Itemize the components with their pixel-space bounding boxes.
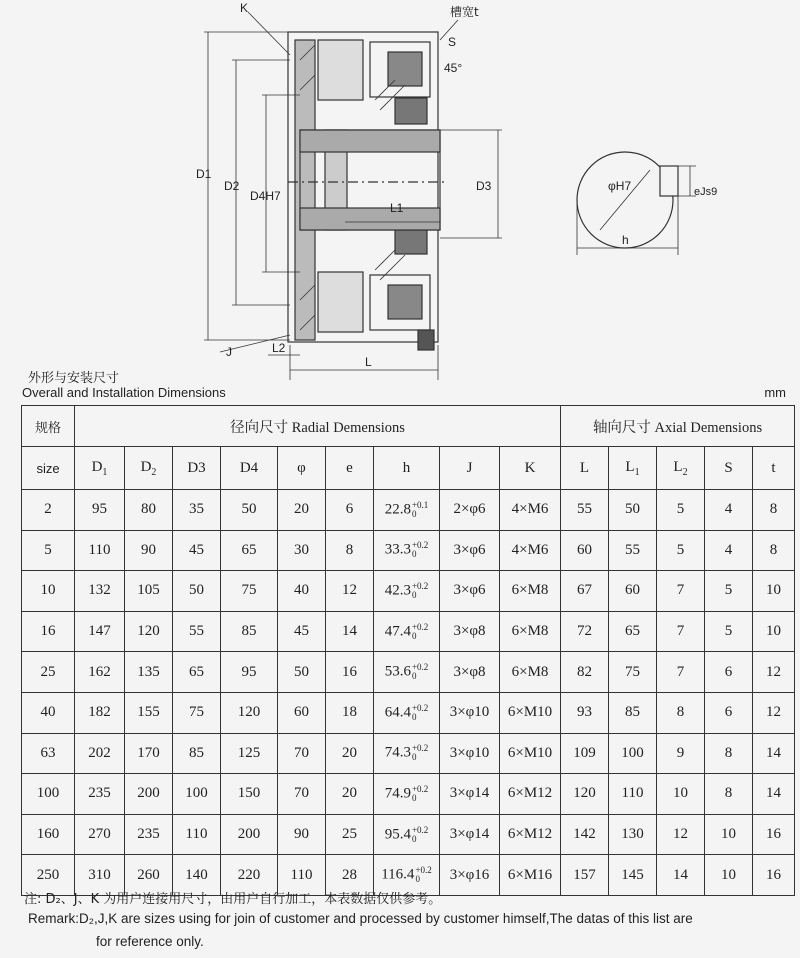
- keyway: [660, 166, 678, 196]
- cell-k: 6×M16: [500, 855, 561, 896]
- cell-l1: 50: [609, 490, 657, 531]
- label-slot: 槽宽t: [450, 5, 479, 19]
- cell-e: 14: [326, 611, 374, 652]
- cell-d1: 95: [75, 490, 125, 531]
- cell-size: 16: [22, 611, 75, 652]
- cell-phi: 90: [278, 814, 326, 855]
- cell-t: 8: [753, 490, 795, 531]
- cell-size: 250: [22, 855, 75, 896]
- cell-k: 6×M8: [500, 571, 561, 612]
- label-s: S: [448, 35, 457, 49]
- cell-phi: 45: [278, 611, 326, 652]
- label-e: eJs9: [694, 186, 718, 198]
- cell-d1: 132: [75, 571, 125, 612]
- table-row: [22, 774, 795, 815]
- cell-d4: 220: [221, 855, 278, 896]
- cell-d4: 200: [221, 814, 278, 855]
- col-s: S: [705, 447, 753, 490]
- col-e: e: [326, 447, 374, 490]
- cell-phi: 60: [278, 692, 326, 733]
- cell-l: 93: [561, 692, 609, 733]
- cell-size: 40: [22, 692, 75, 733]
- cell-d1: 202: [75, 733, 125, 774]
- cell-s: 4: [705, 490, 753, 531]
- cell-l2: 8: [657, 692, 705, 733]
- col-l2: $L_2$: [657, 447, 705, 490]
- cell-d3: 50: [173, 571, 221, 612]
- label-phi: φH7: [608, 179, 632, 193]
- cell-l2: 5: [657, 490, 705, 531]
- size-header-cn: 规格: [22, 406, 75, 447]
- cell-j: 3×φ16: [440, 855, 500, 896]
- header-row-group: [22, 406, 795, 447]
- cell-d1: 110: [75, 530, 125, 571]
- cell-d2: 155: [125, 692, 173, 733]
- cell-t: 10: [753, 571, 795, 612]
- note-en-line1: Remark:D₂,J,K are sizes using for join of customer and processed by customer himself,The datas of this list are: [28, 911, 693, 926]
- cell-l1: 85: [609, 692, 657, 733]
- cell-e: 25: [326, 814, 374, 855]
- cell-d1: 182: [75, 692, 125, 733]
- label-k: K: [240, 1, 249, 15]
- cell-d3: 85: [173, 733, 221, 774]
- cell-d4: 95: [221, 652, 278, 693]
- cell-s: 10: [705, 855, 753, 896]
- cell-s: 8: [705, 774, 753, 815]
- cell-e: 8: [326, 530, 374, 571]
- cell-d3: 35: [173, 490, 221, 531]
- axial-header: 轴向尺寸 Axial Demensions: [561, 406, 795, 447]
- cell-t: 14: [753, 733, 795, 774]
- cell-j: 3×φ10: [440, 733, 500, 774]
- cell-d3: 75: [173, 692, 221, 733]
- cell-d4: 125: [221, 733, 278, 774]
- cell-h: 116.4 +0.2 0: [374, 855, 440, 896]
- cell-phi: 40: [278, 571, 326, 612]
- cell-j: 3×φ8: [440, 652, 500, 693]
- cell-s: 8: [705, 733, 753, 774]
- note-cn: 注: D₂、J、K 为用户连接用尺寸，由用户自行加工，本表数据仅供参考。: [24, 892, 442, 907]
- cell-d2: 235: [125, 814, 173, 855]
- cell-t: 8: [753, 530, 795, 571]
- cell-l1: 100: [609, 733, 657, 774]
- cell-e: 18: [326, 692, 374, 733]
- col-k: K: [500, 447, 561, 490]
- cell-d4: 85: [221, 611, 278, 652]
- cell-size: 10: [22, 571, 75, 612]
- cell-h: 47.4 +0.2 0: [374, 611, 440, 652]
- cell-size: 160: [22, 814, 75, 855]
- lower-rotor: [318, 272, 363, 332]
- cell-s: 6: [705, 692, 753, 733]
- cell-h: 33.3 +0.2 0: [374, 530, 440, 571]
- cell-h: 53.6 +0.2 0: [374, 652, 440, 693]
- cell-s: 5: [705, 571, 753, 612]
- cell-l1: 65: [609, 611, 657, 652]
- col-j: J: [440, 447, 500, 490]
- table-row: [22, 692, 795, 733]
- table-row: [22, 652, 795, 693]
- cell-phi: 70: [278, 733, 326, 774]
- lower-coil: [388, 285, 422, 319]
- cell-d2: 90: [125, 530, 173, 571]
- table-row: [22, 814, 795, 855]
- label-l: L: [365, 355, 372, 369]
- cell-s: 4: [705, 530, 753, 571]
- label-d4: D4H7: [250, 189, 281, 203]
- unit-label: mm: [764, 385, 786, 400]
- cell-h: 42.3 +0.2 0: [374, 571, 440, 612]
- cell-size: 2: [22, 490, 75, 531]
- mount-screw: [418, 330, 434, 350]
- cell-k: 6×M12: [500, 774, 561, 815]
- col-d3: D3: [173, 447, 221, 490]
- cell-l2: 5: [657, 530, 705, 571]
- cell-l: 82: [561, 652, 609, 693]
- cell-l2: 12: [657, 814, 705, 855]
- cell-d3: 65: [173, 652, 221, 693]
- cell-d1: 235: [75, 774, 125, 815]
- cell-d4: 75: [221, 571, 278, 612]
- cell-size: 5: [22, 530, 75, 571]
- cell-l1: 75: [609, 652, 657, 693]
- label-j: J: [226, 345, 232, 359]
- cell-s: 5: [705, 611, 753, 652]
- caption-en: Overall and Installation Dimensions: [22, 385, 226, 400]
- table-row: [22, 611, 795, 652]
- cell-d2: 200: [125, 774, 173, 815]
- col-d2: $D_2$: [125, 447, 173, 490]
- cell-s: 10: [705, 814, 753, 855]
- label-l2: L2: [272, 341, 286, 355]
- label-d2: D2: [224, 179, 240, 193]
- cell-k: 6×M10: [500, 692, 561, 733]
- cell-d3: 100: [173, 774, 221, 815]
- cell-h: 95.4 +0.2 0: [374, 814, 440, 855]
- technical-drawing: [0, 0, 800, 395]
- cell-l1: 55: [609, 530, 657, 571]
- cell-l: 157: [561, 855, 609, 896]
- label-angle: 45°: [444, 61, 463, 75]
- col-l1: $L_1$: [609, 447, 657, 490]
- cell-j: 3×φ6: [440, 571, 500, 612]
- cell-l: 120: [561, 774, 609, 815]
- cell-l: 60: [561, 530, 609, 571]
- cell-d3: 140: [173, 855, 221, 896]
- header-row-columns: [22, 447, 795, 490]
- cell-d2: 105: [125, 571, 173, 612]
- cell-t: 16: [753, 855, 795, 896]
- cell-k: 6×M10: [500, 733, 561, 774]
- cell-d2: 80: [125, 490, 173, 531]
- cell-l2: 10: [657, 774, 705, 815]
- cell-j: 3×φ10: [440, 692, 500, 733]
- cell-e: 20: [326, 774, 374, 815]
- cell-e: 16: [326, 652, 374, 693]
- cell-t: 12: [753, 692, 795, 733]
- cell-j: 3×φ14: [440, 774, 500, 815]
- cell-l1: 110: [609, 774, 657, 815]
- cell-k: 6×M12: [500, 814, 561, 855]
- cell-t: 12: [753, 652, 795, 693]
- cell-d4: 50: [221, 490, 278, 531]
- table-row: [22, 490, 795, 531]
- cell-d3: 45: [173, 530, 221, 571]
- upper-rotor: [318, 40, 363, 100]
- cell-t: 16: [753, 814, 795, 855]
- table-row: [22, 733, 795, 774]
- cell-e: 20: [326, 733, 374, 774]
- cell-phi: 70: [278, 774, 326, 815]
- col-l: L: [561, 447, 609, 490]
- cell-phi: 50: [278, 652, 326, 693]
- cell-size: 25: [22, 652, 75, 693]
- col-t: t: [753, 447, 795, 490]
- cell-phi: 30: [278, 530, 326, 571]
- cell-l2: 7: [657, 652, 705, 693]
- dimensions-table: [21, 405, 795, 896]
- label-l1: L1: [390, 201, 404, 215]
- cell-h: 74.3 +0.2 0: [374, 733, 440, 774]
- cell-d2: 260: [125, 855, 173, 896]
- cell-l: 142: [561, 814, 609, 855]
- table-row: [22, 530, 795, 571]
- cell-h: 22.8 +0.1 0: [374, 490, 440, 531]
- caption-cn: 外形与安装尺寸: [28, 371, 120, 386]
- label-d1: D1: [196, 167, 212, 181]
- cell-l: 72: [561, 611, 609, 652]
- cell-d4: 150: [221, 774, 278, 815]
- label-d3: D3: [476, 179, 492, 193]
- cell-d1: 270: [75, 814, 125, 855]
- col-h: h: [374, 447, 440, 490]
- cell-d3: 110: [173, 814, 221, 855]
- cell-k: 4×M6: [500, 490, 561, 531]
- cell-e: 6: [326, 490, 374, 531]
- cell-d3: 55: [173, 611, 221, 652]
- cell-d1: 147: [75, 611, 125, 652]
- cell-e: 12: [326, 571, 374, 612]
- cell-t: 10: [753, 611, 795, 652]
- cell-j: 3×φ8: [440, 611, 500, 652]
- cell-l: 109: [561, 733, 609, 774]
- cell-h: 64.4 +0.2 0: [374, 692, 440, 733]
- cell-size: 63: [22, 733, 75, 774]
- cell-t: 14: [753, 774, 795, 815]
- cell-d2: 120: [125, 611, 173, 652]
- cell-d4: 120: [221, 692, 278, 733]
- cell-j: 3×φ14: [440, 814, 500, 855]
- cell-phi: 20: [278, 490, 326, 531]
- cell-j: 2×φ6: [440, 490, 500, 531]
- cell-k: 4×M6: [500, 530, 561, 571]
- cell-k: 6×M8: [500, 611, 561, 652]
- col-d1: $D_1$: [75, 447, 125, 490]
- cell-d2: 135: [125, 652, 173, 693]
- note-en-line2: for reference only.: [96, 934, 204, 949]
- cell-l2: 14: [657, 855, 705, 896]
- cell-l2: 7: [657, 571, 705, 612]
- cell-d4: 65: [221, 530, 278, 571]
- cell-h: 74.9 +0.2 0: [374, 774, 440, 815]
- lower-bearing: [395, 228, 427, 254]
- cell-j: 3×φ6: [440, 530, 500, 571]
- cell-l1: 130: [609, 814, 657, 855]
- cell-l: 55: [561, 490, 609, 531]
- label-h: h: [622, 233, 629, 247]
- size-header-en: size: [22, 447, 75, 490]
- cell-s: 6: [705, 652, 753, 693]
- cell-size: 100: [22, 774, 75, 815]
- cell-d1: 310: [75, 855, 125, 896]
- table-row: [22, 571, 795, 612]
- radial-header: 径向尺寸 Radial Demensions: [75, 406, 561, 447]
- cell-e: 28: [326, 855, 374, 896]
- cell-k: 6×M8: [500, 652, 561, 693]
- col-d4: D4: [221, 447, 278, 490]
- cell-l: 67: [561, 571, 609, 612]
- cell-l2: 9: [657, 733, 705, 774]
- cell-l1: 60: [609, 571, 657, 612]
- col-phi: φ: [278, 447, 326, 490]
- cell-l1: 145: [609, 855, 657, 896]
- cell-d2: 170: [125, 733, 173, 774]
- upper-bearing: [395, 98, 427, 124]
- cell-phi: 110: [278, 855, 326, 896]
- upper-coil: [388, 52, 422, 86]
- cell-d1: 162: [75, 652, 125, 693]
- cell-l2: 7: [657, 611, 705, 652]
